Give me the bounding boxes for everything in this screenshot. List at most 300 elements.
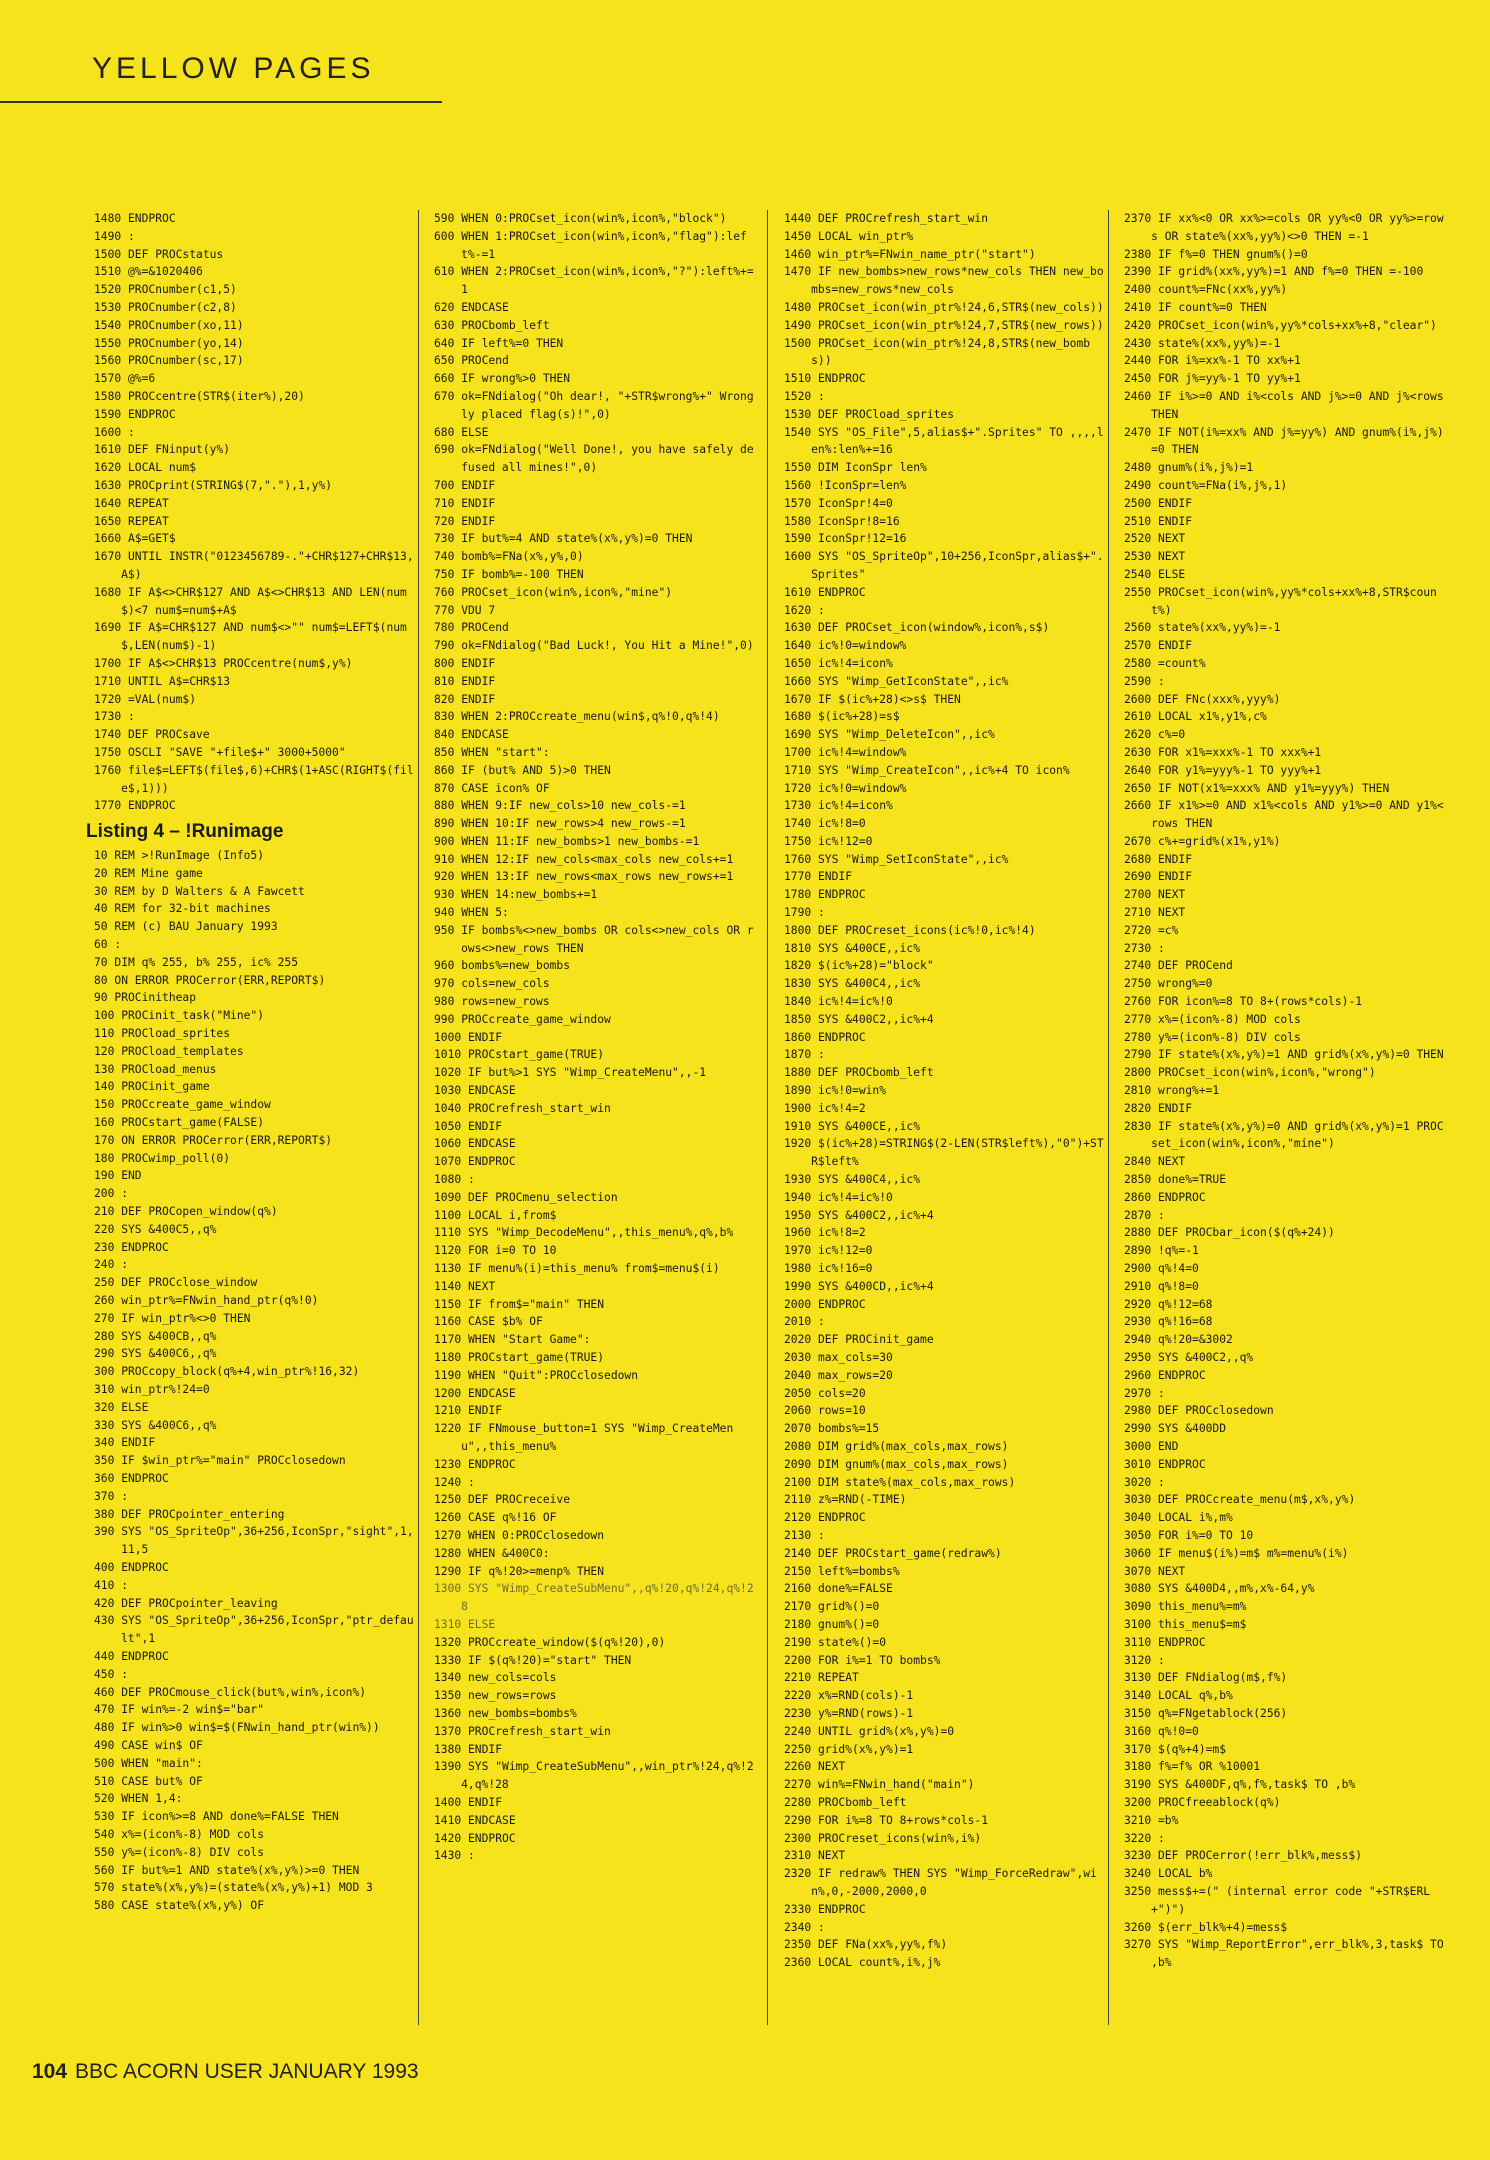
code-line: 670 ok=FNdialog("Oh dear!, "+STR$wrong%+" Wrongly placed flag(s)!",0) <box>434 389 754 421</box>
code-line: 550 y%=(icon%-8) DIV cols <box>94 1845 265 1859</box>
code-line: 1570 @%=6 <box>94 372 156 386</box>
code-line: 2090 DIM gnum%(max_cols,max_rows) <box>784 1457 1009 1471</box>
code-line: 3100 this_menu$=m$ <box>1124 1617 1247 1631</box>
code-line: 2550 PROCset_icon(win%,yy%*cols+xx%+8,STR$count%) <box>1124 585 1437 617</box>
code-line: 1650 ic%!4=icon% <box>784 656 893 670</box>
code-line: 2320 IF redraw% THEN SYS "Wimp_ForceRedraw",win%,0,-2000,2000,0 <box>784 1867 1097 1898</box>
code-line: 2230 y%=RND(rows)-1 <box>784 1706 914 1720</box>
code-line: 840 ENDCASE <box>434 728 509 742</box>
code-line: 1670 UNTIL INSTR("0123456789-."+CHR$127+CHR$13,A$) <box>94 550 414 581</box>
code-line: 420 DEF PROCpointer_leaving <box>94 1596 278 1610</box>
code-line: 650 PROCend <box>434 354 509 368</box>
code-line: 3210 =b% <box>1124 1813 1179 1827</box>
code-line: 890 WHEN 10:IF new_rows>4 new_rows-=1 <box>434 817 686 831</box>
code-line: 730 IF but%=4 AND state%(x%,y%)=0 THEN <box>434 532 693 546</box>
code-line: 1620 : <box>784 603 825 617</box>
code-line: 1280 WHEN &400C0: <box>434 1546 550 1560</box>
code-line: 10 REM >!RunImage (Info5) <box>94 849 265 863</box>
code-line: 2450 FOR j%=yy%-1 TO yy%+1 <box>1124 372 1301 386</box>
code-line: 1550 DIM IconSpr len% <box>784 461 927 475</box>
code-line: 1020 IF but%>1 SYS "Wimp_CreateMenu",,-1 <box>434 1066 707 1080</box>
code-line: 70 DIM q% 255, b% 255, ic% 255 <box>94 955 299 969</box>
code-line: 1380 ENDIF <box>434 1742 503 1756</box>
code-line: 810 ENDIF <box>434 674 496 688</box>
code-line: 1300 SYS "Wimp_CreateSubMenu",,q%!20,q%!24,q%!28 <box>434 1582 754 1614</box>
code-line: 2300 PROCreset_icons(win%,i%) <box>784 1831 982 1845</box>
code-line: 2020 DEF PROCinit_game <box>784 1333 934 1347</box>
code-line: 1740 ic%!8=0 <box>784 817 866 831</box>
code-line: 900 WHEN 11:IF new_bombs>1 new_bombs-=1 <box>434 834 700 848</box>
code-line: 1600 SYS "OS_SpriteOp",10+256,IconSpr,alias$+".Sprites" <box>784 550 1104 581</box>
code-line: 520 WHEN 1,4: <box>94 1792 183 1806</box>
code-line: 1770 ENDIF <box>784 870 853 884</box>
code-line: 1690 SYS "Wimp_DeleteIcon",,ic% <box>784 728 995 742</box>
code-line: 2290 FOR i%=8 TO 8+rows*cols-1 <box>784 1813 989 1827</box>
code-line: 2770 x%=(icon%-8) MOD cols <box>1124 1012 1301 1026</box>
code-line: 460 DEF PROCmouse_click(but%,win%,icon%) <box>94 1685 367 1699</box>
code-line: 210 DEF PROCopen_window(q%) <box>94 1205 278 1219</box>
code-line: 200 : <box>94 1187 129 1201</box>
code-line: 590 WHEN 0:PROCset_icon(win%,icon%,"block") <box>434 212 727 225</box>
code-line: 1440 DEF PROCrefresh_start_win <box>784 212 989 225</box>
code-line: 2690 ENDIF <box>1124 870 1193 884</box>
code-line: 1140 NEXT <box>434 1279 496 1293</box>
code-line: 2360 LOCAL count%,i%,j% <box>784 1956 941 1970</box>
code-line: 1480 PROCset_icon(win_ptr%!24,6,STR$(new_cols)) <box>784 300 1104 314</box>
code-line: 2650 IF NOT(x1%=xxx% AND y1%=yyy%) THEN <box>1124 781 1390 795</box>
code-line: 1710 SYS "Wimp_CreateIcon",,ic%+4 TO icon% <box>784 763 1070 777</box>
code-line: 2560 state%(xx%,yy%)=-1 <box>1124 621 1281 635</box>
code-line: 2060 rows=10 <box>784 1404 866 1418</box>
code-line: 2950 SYS &400C2,,q% <box>1124 1351 1254 1364</box>
listing-column-2 <box>434 210 759 1865</box>
code-line: 2410 IF count%=0 THEN <box>1124 300 1267 314</box>
code-line: 1500 DEF PROCstatus <box>94 247 224 261</box>
code-line: 1630 PROCprint(STRING$(7,"."),1,y%) <box>94 478 333 492</box>
code-line: 3190 SYS &400DF,q%,f%,task$ TO ,b% <box>1124 1778 1356 1792</box>
listing-column-4 <box>1124 210 1449 1972</box>
code-line: 1850 SYS &400C2,,ic%+4 <box>784 1012 934 1026</box>
code-line: 1270 WHEN 0:PROCclosedown <box>434 1528 605 1542</box>
code-line: 2470 IF NOT(i%=xx% AND j%=yy%) AND gnum%(i%,j%)=0 THEN <box>1124 425 1444 457</box>
code-line: 1360 new_bombs=bombs% <box>434 1706 577 1720</box>
code-line: 3250 mess$+=(" (internal error code "+STR$ERL+")") <box>1124 1884 1431 1916</box>
code-line: 880 WHEN 9:IF new_cols>10 new_cols-=1 <box>434 799 686 813</box>
code-line: 2710 NEXT <box>1124 906 1186 920</box>
code-line: 2900 q%!4=0 <box>1124 1262 1199 1276</box>
code-line: 1610 ENDPROC <box>784 585 866 599</box>
code-line: 3000 END <box>1124 1439 1179 1453</box>
code-line: 2030 max_cols=30 <box>784 1351 893 1364</box>
code-line: 1420 ENDPROC <box>434 1831 516 1845</box>
code-line: 1210 ENDIF <box>434 1404 503 1418</box>
code-line: 1560 !IconSpr=len% <box>784 478 907 492</box>
code-line: 2630 FOR x1%=xxx%-1 TO xxx%+1 <box>1124 745 1322 759</box>
code-line: 1670 IF $(ic%+28)<>s$ THEN <box>784 692 961 706</box>
code-line: 1430 : <box>434 1849 475 1863</box>
code-line: 1660 A$=GET$ <box>94 532 176 546</box>
code-line: 2720 =c% <box>1124 923 1179 937</box>
code-line: 360 ENDPROC <box>94 1471 169 1485</box>
code-line: 1610 DEF FNinput(y%) <box>94 443 231 457</box>
code-line: 1370 PROCrefresh_start_win <box>434 1724 611 1738</box>
code-line: 1630 DEF PROCset_icon(window%,icon%,s$) <box>784 621 1050 635</box>
code-line: 2610 LOCAL x1%,y1%,c% <box>1124 710 1267 724</box>
code-line: 430 SYS "OS_SpriteOp",36+256,IconSpr,"ptr_default",1 <box>94 1614 414 1646</box>
code-line: 960 bombs%=new_bombs <box>434 959 571 973</box>
code-line: 440 ENDPROC <box>94 1649 169 1663</box>
code-line: 400 ENDPROC <box>94 1560 169 1574</box>
code-line: 3260 $(err_blk%+4)=mess$ <box>1124 1920 1288 1934</box>
code-line: 2130 : <box>784 1528 825 1542</box>
code-line: 1600 : <box>94 425 135 439</box>
code-line: 3030 DEF PROCcreate_menu(m$,x%,y%) <box>1124 1493 1356 1507</box>
code-line: 1700 IF A$<>CHR$13 PROCcentre(num$,y%) <box>94 656 353 670</box>
code-line: 1510 ENDPROC <box>784 372 866 386</box>
code-line: 2340 : <box>784 1920 825 1934</box>
code-line: 1000 ENDIF <box>434 1030 503 1044</box>
code-line: 2220 x%=RND(cols)-1 <box>784 1689 914 1703</box>
code-line: 940 WHEN 5: <box>434 906 509 920</box>
code-line: 2080 DIM grid%(max_cols,max_rows) <box>784 1439 1009 1453</box>
code-line: 2810 wrong%+=1 <box>1124 1084 1220 1098</box>
code-line: 500 WHEN "main": <box>94 1756 203 1770</box>
code-line: 1820 $(ic%+28)="block" <box>784 959 934 973</box>
code-line: 2740 DEF PROCend <box>1124 959 1233 973</box>
code-line: 380 DEF PROCpointer_entering <box>94 1507 285 1521</box>
code-line: 140 PROCinit_game <box>94 1080 210 1094</box>
code-line: 170 ON ERROR PROCerror(ERR,REPORT$) <box>94 1133 333 1147</box>
code-line: 450 : <box>94 1667 129 1681</box>
code-line: 800 ENDIF <box>434 656 496 670</box>
code-line: 1170 WHEN "Start Game": <box>434 1333 591 1347</box>
code-line: 2570 ENDIF <box>1124 639 1193 653</box>
code-line: 3120 : <box>1124 1653 1165 1667</box>
code-line: 1540 SYS "OS_File",5,alias$+".Sprites" TO ,,,,len%:len%+=16 <box>784 425 1104 457</box>
code-line: 1660 SYS "Wimp_GetIconState",,ic% <box>784 674 1009 688</box>
code-line: 1780 ENDPROC <box>784 888 866 902</box>
code-line: 2250 grid%(x%,y%)=1 <box>784 1742 914 1756</box>
code-line: 1240 : <box>434 1475 475 1489</box>
code-line: 1750 OSCLI "SAVE "+file$+" 3000+5000" <box>94 745 346 759</box>
code-line: 1520 : <box>784 389 825 403</box>
code-line: 1060 ENDCASE <box>434 1137 516 1151</box>
code-line: 2920 q%!12=68 <box>1124 1297 1213 1311</box>
code-line: 1400 ENDIF <box>434 1795 503 1809</box>
code-line: 2330 ENDPROC <box>784 1902 866 1916</box>
code-line: 3020 : <box>1124 1475 1165 1489</box>
code-line: 1700 ic%!4=window% <box>784 745 907 759</box>
code-line: 980 rows=new_rows <box>434 995 550 1009</box>
code-line: 1310 ELSE <box>434 1617 496 1631</box>
code-line: 660 IF wrong%>0 THEN <box>434 372 571 386</box>
code-line: 630 PROCbomb_left <box>434 318 550 332</box>
code-line: 1710 UNTIL A$=CHR$13 <box>94 674 231 688</box>
code-line: 1160 CASE $b% OF <box>434 1315 543 1329</box>
code-line: 30 REM by D Walters & A Fawcett <box>94 884 305 898</box>
code-line: 2530 NEXT <box>1124 550 1186 564</box>
code-line: 560 IF but%=1 AND state%(x%,y%)>=0 THEN <box>94 1863 360 1877</box>
code-line: 2990 SYS &400DD <box>1124 1422 1227 1436</box>
code-line: 790 ok=FNdialog("Bad Luck!, You Hit a Mine!",0) <box>434 639 754 653</box>
code-line: 470 IF win%=-2 win$="bar" <box>94 1703 265 1717</box>
code-line: 2400 count%=FNc(xx%,yy%) <box>1124 283 1288 297</box>
code-line: 2600 DEF FNc(xxx%,yyy%) <box>1124 692 1281 706</box>
code-line: 3070 NEXT <box>1124 1564 1186 1578</box>
code-line: 270 IF win_ptr%<>0 THEN <box>94 1311 251 1325</box>
code-line: 2170 grid%()=0 <box>784 1600 880 1614</box>
code-line: 1530 DEF PROCload_sprites <box>784 407 955 421</box>
code-line: 990 PROCcreate_game_window <box>434 1012 611 1026</box>
code-line: 2670 c%+=grid%(x1%,y1%) <box>1124 834 1281 848</box>
code-line: 300 PROCcopy_block(q%+4,win_ptr%!16,32) <box>94 1365 360 1379</box>
code-line: 860 IF (but% AND 5)>0 THEN <box>434 763 611 777</box>
code-line: 180 PROCwimp_poll(0) <box>94 1151 231 1165</box>
page-number: 104 <box>32 2060 68 2083</box>
code-line: 1100 LOCAL i,from$ <box>434 1208 557 1222</box>
code-line: 2540 ELSE <box>1124 567 1186 581</box>
code-line: 3110 ENDPROC <box>1124 1635 1206 1649</box>
code-line: 870 CASE icon% OF <box>434 781 550 795</box>
code-line: 1260 CASE q%!16 OF <box>434 1511 557 1525</box>
code-line: 1510 @%=&1020406 <box>94 265 203 279</box>
code-line: 3140 LOCAL q%,b% <box>1124 1689 1233 1703</box>
code-line: 2790 IF state%(x%,y%)=1 AND grid%(x%,y%)=0 THEN <box>1124 1048 1444 1062</box>
code-line: 2310 NEXT <box>784 1849 846 1863</box>
code-line: 2460 IF i%>=0 AND i%<cols AND j%>=0 AND j%<rows THEN <box>1124 389 1451 421</box>
code-line: 120 PROCload_templates <box>94 1044 244 1058</box>
code-line: 2660 IF x1%>=0 AND x1%<cols AND y1%>=0 AND y1%<rows THEN <box>1124 799 1444 831</box>
code-line: 60 : <box>94 938 122 952</box>
code-line: 80 ON ERROR PROCerror(ERR,REPORT$) <box>94 973 326 987</box>
code-line: 1110 SYS "Wimp_DecodeMenu",,this_menu%,q%,b% <box>434 1226 734 1240</box>
code-line: 690 ok=FNdialog("Well Done!, you have safely defused all mines!",0) <box>434 443 754 475</box>
listing-column-1 <box>86 210 419 1915</box>
code-line: 110 PROCload_sprites <box>94 1027 231 1041</box>
code-line: 1980 ic%!16=0 <box>784 1262 873 1276</box>
code-line: 2930 q%!16=68 <box>1124 1315 1213 1329</box>
code-line: 3050 FOR i%=0 TO 10 <box>1124 1528 1254 1542</box>
publication-name: BBC ACORN USER JANUARY 1993 <box>75 2060 419 2083</box>
code-line: 2590 : <box>1124 674 1165 688</box>
code-line: 410 : <box>94 1578 129 1592</box>
code-line: 2160 done%=FALSE <box>784 1582 893 1596</box>
code-line: 290 SYS &400C6,,q% <box>94 1347 217 1361</box>
code-line: 1040 PROCrefresh_start_win <box>434 1101 611 1115</box>
code-line: 600 WHEN 1:PROCset_icon(win%,icon%,"flag"):left%-=1 <box>434 229 747 261</box>
code-line: 1410 ENDCASE <box>434 1813 516 1827</box>
code-line: 2050 cols=20 <box>784 1386 866 1400</box>
code-line: 3180 f%=f% OR %10001 <box>1124 1760 1261 1774</box>
code-line: 1490 : <box>94 229 135 243</box>
code-line: 1200 ENDCASE <box>434 1386 516 1400</box>
code-line: 3240 LOCAL b% <box>1124 1867 1213 1881</box>
code-line: 2700 NEXT <box>1124 888 1186 902</box>
column-divider <box>767 210 768 2025</box>
code-line: 1730 : <box>94 710 135 724</box>
code-line: 1580 PROCcentre(STR$(iter%),20) <box>94 389 305 403</box>
code-line: 2780 y%=(icon%-8) DIV cols <box>1124 1030 1301 1044</box>
code-line: 3010 ENDPROC <box>1124 1457 1206 1471</box>
code-line: 830 WHEN 2:PROCcreate_menu(win$,q%!0,q%!4) <box>434 710 720 724</box>
code-line: 1740 DEF PROCsave <box>94 728 210 742</box>
code-line: 920 WHEN 13:IF new_rows<max_rows new_rows+=1 <box>434 870 734 884</box>
code-line: 1560 PROCnumber(sc,17) <box>94 354 244 368</box>
code-line: 190 END <box>94 1169 142 1183</box>
code-line: 390 SYS "OS_SpriteOp",36+256,IconSpr,"sight",1,11,5 <box>94 1525 414 1557</box>
code-line: 2000 ENDPROC <box>784 1297 866 1311</box>
code-line: 1840 ic%!4=ic%!0 <box>784 995 893 1009</box>
header-rule <box>0 101 442 103</box>
code-line: 1940 ic%!4=ic%!0 <box>784 1190 893 1204</box>
code-line: 2980 DEF PROCclosedown <box>1124 1404 1274 1418</box>
code-line: 280 SYS &400CB,,q% <box>94 1329 217 1343</box>
code-line: 1290 IF q%!20>=menp% THEN <box>434 1564 605 1578</box>
code-line: 580 CASE state%(x%,y%) OF <box>94 1899 265 1913</box>
code-line: 2880 DEF PROCbar_icon($(q%+24)) <box>1124 1226 1335 1240</box>
code-line: 240 : <box>94 1258 129 1272</box>
listing-column-3 <box>784 210 1109 1972</box>
code-line: 1690 IF A$=CHR$127 AND num$<>"" num$=LEFT$(num$,LEN(num$)-1) <box>94 621 407 653</box>
code-line: 90 PROCinitheap <box>94 991 197 1005</box>
code-line: 1470 IF new_bombs>new_rows*new_cols THEN new_bombs=new_rows*new_cols <box>784 265 1104 297</box>
code-line: 1390 SYS "Wimp_CreateSubMenu",,win_ptr%!24,q%!24,q%!28 <box>434 1760 754 1792</box>
code-line: 2520 NEXT <box>1124 532 1186 546</box>
code-line: 2380 IF f%=0 THEN gnum%()=0 <box>1124 247 1308 261</box>
code-line: 2860 ENDPROC <box>1124 1190 1206 1204</box>
code-line: 1760 file$=LEFT$(file$,6)+CHR$(1+ASC(RIGHT$(file$,1))) <box>94 763 414 795</box>
code-line: 1920 $(ic%+28)=STRING$(2-LEN(STR$left%),"0")+STR$left% <box>784 1137 1104 1169</box>
code-line: 1830 SYS &400C4,,ic% <box>784 977 921 991</box>
code-line: 1680 IF A$<>CHR$127 AND A$<>CHR$13 AND LEN(num$)<7 num$=num$+A$ <box>94 585 407 617</box>
code-line: 3130 DEF FNdialog(m$,f%) <box>1124 1671 1288 1685</box>
code-line: 3220 : <box>1124 1831 1165 1845</box>
code-line: 1960 ic%!8=2 <box>784 1226 866 1240</box>
code-line: 700 ENDIF <box>434 478 496 492</box>
column-divider <box>418 210 419 2025</box>
code-line: 350 IF $win_ptr%="main" PROCclosedown <box>94 1454 346 1468</box>
code-line: 1150 IF from$="main" THEN <box>434 1297 605 1311</box>
code-line: 720 ENDIF <box>434 514 496 528</box>
code-line: 2490 count%=FNa(i%,j%,1) <box>1124 478 1288 492</box>
code-line: 760 PROCset_icon(win%,icon%,"mine") <box>434 585 673 599</box>
code-line: 2890 !q%=-1 <box>1124 1244 1199 1258</box>
code-line: 2640 FOR y1%=yyy%-1 TO yyy%+1 <box>1124 763 1322 777</box>
code-line: 530 IF icon%>=8 AND done%=FALSE THEN <box>94 1810 339 1824</box>
page-footer <box>32 2060 419 2084</box>
code-line: 1180 PROCstart_game(TRUE) <box>434 1351 605 1364</box>
code-line: 150 PROCcreate_game_window <box>94 1098 271 1112</box>
code-line: 2010 : <box>784 1315 825 1329</box>
code-line: 1530 PROCnumber(c2,8) <box>94 300 237 314</box>
code-line: 1500 PROCset_icon(win_ptr%!24,8,STR$(new_bombs)) <box>784 336 1091 368</box>
code-line: 1730 ic%!4=icon% <box>784 799 893 813</box>
code-line: 1970 ic%!12=0 <box>784 1244 873 1258</box>
code-line: 1760 SYS "Wimp_SetIconState",,ic% <box>784 852 1009 866</box>
code-line: 950 IF bombs%<>new_bombs OR cols<>new_cols OR rows<>new_rows THEN <box>434 923 754 955</box>
code-line: 1080 : <box>434 1173 475 1187</box>
code-line: 710 ENDIF <box>434 496 496 510</box>
section-title: YELLOW PAGES <box>92 52 375 85</box>
code-line: 2190 state%()=0 <box>784 1635 887 1649</box>
code-line: 2830 IF state%(x%,y%)=0 AND grid%(x%,y%)=1 PROCset_icon(win%,icon%,"mine") <box>1124 1119 1444 1151</box>
code-line: 160 PROCstart_game(FALSE) <box>94 1116 265 1130</box>
code-line: 1070 ENDPROC <box>434 1155 516 1169</box>
code-line: 1900 ic%!4=2 <box>784 1101 866 1115</box>
code-line: 50 REM (c) BAU January 1993 <box>94 920 278 934</box>
code-line: 2350 DEF FNa(xx%,yy%,f%) <box>784 1938 948 1952</box>
column-divider <box>1108 210 1109 2025</box>
code-line: 1230 ENDPROC <box>434 1457 516 1471</box>
code-line: 1650 REPEAT <box>94 514 169 528</box>
code-line: 2430 state%(xx%,yy%)=-1 <box>1124 336 1281 350</box>
code-line: 1250 DEF PROCreceive <box>434 1493 571 1507</box>
code-line: 1720 =VAL(num$) <box>94 692 197 706</box>
code-line: 2730 : <box>1124 941 1165 955</box>
code-line: 310 win_ptr%!24=0 <box>94 1383 210 1396</box>
code-line: 640 IF left%=0 THEN <box>434 336 564 350</box>
code-line: 1620 LOCAL num$ <box>94 461 197 475</box>
code-line: 770 VDU 7 <box>434 603 496 617</box>
code-line: 2150 left%=bombs% <box>784 1564 900 1578</box>
code-line: 540 x%=(icon%-8) MOD cols <box>94 1827 265 1841</box>
code-line: 260 win_ptr%=FNwin_hand_ptr(q%!0) <box>94 1294 319 1308</box>
code-line: 1640 ic%!0=window% <box>784 639 907 653</box>
code-line: 1880 DEF PROCbomb_left <box>784 1066 934 1080</box>
code-line: 1720 ic%!0=window% <box>784 781 907 795</box>
code-line: 1490 PROCset_icon(win_ptr%!24,7,STR$(new_rows)) <box>784 318 1104 332</box>
code-line: 750 IF bomb%=-100 THEN <box>434 567 584 581</box>
code-line: 2100 DIM state%(max_cols,max_rows) <box>784 1475 1016 1489</box>
code-line: 2260 NEXT <box>784 1760 846 1774</box>
code-line: 2370 IF xx%<0 OR xx%>=cols OR yy%<0 OR yy%>=rows OR state%(xx%,yy%)<>0 THEN =-1 <box>1124 212 1444 243</box>
code-line: 230 ENDPROC <box>94 1240 169 1254</box>
code-line: 1770 ENDPROC <box>94 799 176 813</box>
code-line: 1450 LOCAL win_ptr% <box>784 229 914 243</box>
code-line: 2420 PROCset_icon(win%,yy%*cols+xx%+8,"clear") <box>1124 318 1437 332</box>
listing-heading: Listing 4 – !Runimage <box>86 821 284 843</box>
code-line: 2390 IF grid%(xx%,yy%)=1 AND f%=0 THEN =-100 <box>1124 265 1424 279</box>
code-line: 2070 bombs%=15 <box>784 1422 880 1436</box>
code-line: 1190 WHEN "Quit":PROCclosedown <box>434 1368 639 1382</box>
code-line: 510 CASE but% OF <box>94 1774 203 1788</box>
code-line: 1640 REPEAT <box>94 496 169 510</box>
code-line: 3230 DEF PROCerror(!err_blk%,mess$) <box>1124 1849 1363 1863</box>
code-line: 2750 wrong%=0 <box>1124 977 1213 991</box>
code-line: 2270 win%=FNwin_hand("main") <box>784 1778 975 1792</box>
code-line: 970 cols=new_cols <box>434 977 550 991</box>
code-line: 610 WHEN 2:PROCset_icon(win%,icon%,"?"):left%+=1 <box>434 265 754 297</box>
code-line: 2760 FOR icon%=8 TO 8+(rows*cols)-1 <box>1124 995 1363 1009</box>
code-line: 370 : <box>94 1489 129 1503</box>
code-line: 340 ENDIF <box>94 1436 156 1450</box>
code-line: 2910 q%!8=0 <box>1124 1279 1199 1293</box>
code-line: 2800 PROCset_icon(win%,icon%,"wrong") <box>1124 1066 1376 1080</box>
code-line: 680 ELSE <box>434 425 489 439</box>
code-line: 1590 IconSpr!12=16 <box>784 532 907 546</box>
code-line: 780 PROCend <box>434 621 509 635</box>
code-line: 3080 SYS &400D4,,m%,x%-64,y% <box>1124 1582 1315 1596</box>
code-line: 850 WHEN "start": <box>434 745 550 759</box>
code-line: 1090 DEF PROCmenu_selection <box>434 1190 618 1204</box>
code-line: 1580 IconSpr!8=16 <box>784 514 900 528</box>
code-line: 1050 ENDIF <box>434 1119 503 1133</box>
code-line: 1870 : <box>784 1048 825 1062</box>
code-line: 2680 ENDIF <box>1124 852 1193 866</box>
code-line: 1010 PROCstart_game(TRUE) <box>434 1048 605 1062</box>
code-line: 1350 new_rows=rows <box>434 1689 557 1703</box>
code-line: 490 CASE win$ OF <box>94 1738 203 1752</box>
